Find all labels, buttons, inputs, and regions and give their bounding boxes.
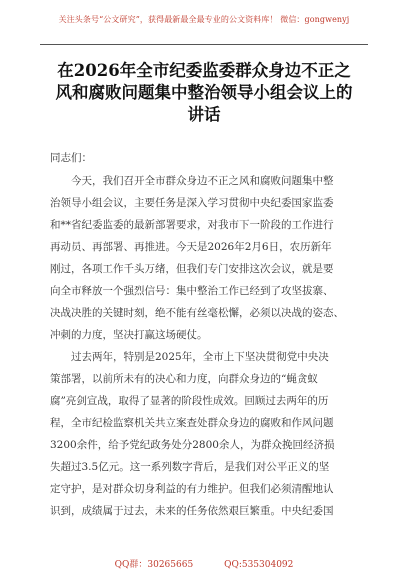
- qq-group-number: QQ群：30265665: [114, 560, 194, 570]
- paragraph-line: 治领导小组会议，主要任务是深入学习贯彻中央纪委国家监委: [50, 197, 334, 209]
- promo-banner: [0, 0, 408, 40]
- title-line: 风和腐败问题集中整治领导小组会议上的: [55, 83, 353, 102]
- paragraph-line: 腐”亮剑宣战，取得了显著的阶段性成效。回顾过去两年的历: [50, 395, 329, 407]
- title-line: 在2026年全市纪委监委群众身边不正之: [57, 61, 351, 80]
- document-title: [40, 60, 368, 126]
- document-body: [50, 170, 358, 522]
- paragraph-line: 和**省纪委监委的最新部署要求，对我市下一阶段的工作进行: [50, 219, 334, 231]
- qq-number: QQ:535304092: [224, 560, 294, 570]
- paragraph-line: 今天，我们召开全市群众身边不正之风和腐败问题集中整: [71, 175, 334, 187]
- paragraph-line: 冲刺的力度，坚决打赢这场硬仗。: [50, 329, 208, 341]
- paragraph-line: 程，全市纪检监察机关共立案查处群众身边的腐败和作风问题: [50, 417, 334, 429]
- greeting: 同志们：: [50, 152, 92, 164]
- header-divider: [40, 44, 368, 45]
- paragraph-line: 刚过，各项工作千头万绪，但我们专门安排这次会议，就是要: [50, 263, 334, 275]
- paragraph: [50, 346, 358, 522]
- promo-banner-text: 关注头条号“公文研究”，获得最新最全最专业的公文资料库！ 微信：gongwenyj: [58, 15, 350, 24]
- paragraph-line: 过去两年，特别是2025年，全市上下坚决贯彻党中央决: [71, 351, 329, 363]
- contact-footer: [0, 557, 408, 570]
- title-line: 讲话: [187, 105, 221, 124]
- paragraph-line: 再动员、再部署、再推进。今天是2026年2月6日，农历新年: [50, 241, 332, 253]
- paragraph-line: 3200余件，给予党纪政务处分2800余人，为群众挽回经济损: [50, 439, 335, 451]
- paragraph-line: 策部署，以前所未有的决心和力度，向群众身边的“蝇贪蚁: [50, 373, 318, 385]
- paragraph-line: 向全市释放一个强烈信号：集中整治工作已经到了攻坚拔寨、: [50, 285, 334, 297]
- paragraph-line: 失超过3.5亿元。这一系列数字背后，是我们对公平正义的坚: [50, 461, 330, 473]
- paragraph-line: 定守护，是对群众切身利益的有力维护。但我们必须清醒地认: [50, 483, 334, 495]
- paragraph-line: 决战决胜的关键时刻，绝不能有丝毫松懈，必须以决战的姿态、: [50, 307, 344, 319]
- paragraph-line: 识到，成绩属于过去，未来的任务依然艰巨繁重。中央纪委国: [50, 505, 334, 517]
- paragraph: [50, 170, 358, 346]
